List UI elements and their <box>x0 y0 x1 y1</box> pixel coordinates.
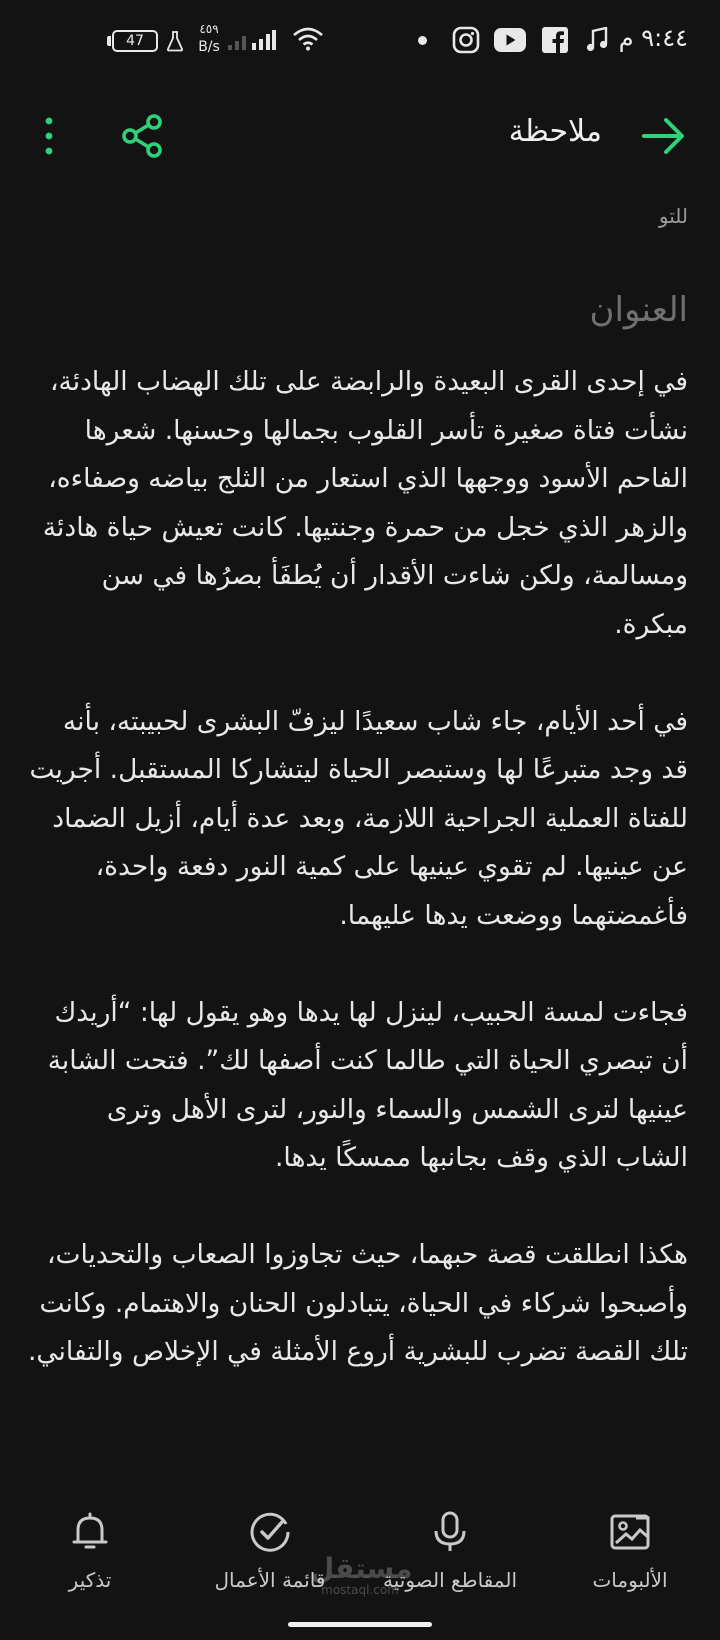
battery-cap <box>107 36 111 46</box>
nav-label-todo: قائمة الأعمال <box>214 1568 326 1592</box>
battery-icon <box>112 30 158 52</box>
watermark-sub: mostaql.com <box>321 1583 399 1597</box>
signal-icon <box>228 28 276 56</box>
album-icon <box>608 1510 652 1554</box>
more-options-button[interactable] <box>34 112 64 160</box>
home-indicator[interactable] <box>288 1622 432 1627</box>
share-button[interactable] <box>120 112 168 160</box>
wifi-icon <box>292 26 324 56</box>
microphone-icon <box>428 1510 472 1554</box>
dot-icon <box>418 36 427 45</box>
back-button[interactable] <box>640 112 688 160</box>
battery-level: 47 <box>126 33 144 49</box>
app-bar <box>0 100 720 170</box>
more-vert-icon <box>34 112 64 160</box>
folder-label[interactable]: للتو <box>658 204 688 228</box>
music-icon <box>586 27 608 57</box>
watermark-main: مستقل <box>310 1552 413 1585</box>
check-circle-icon <box>248 1510 292 1554</box>
nav-item-reminder[interactable] <box>5 1510 175 1600</box>
flask-icon <box>166 30 184 56</box>
note-paragraph: فجاءت لمسة الحبيب، لينزل لها يدها وهو يقول لها: “أريدك أن تبصري الحياة التي طالما كنت أصفها لك”. فتحت الشابة عينيها لترى الشمس والسماء والنور، لترى الأهل وترى الشاب الذي وقف بجانبها ممسكًا يدها. <box>47 996 688 1173</box>
bell-icon <box>68 1510 112 1554</box>
share-icon <box>120 112 168 160</box>
net-speed-unit: B/s <box>198 39 220 55</box>
instagram-icon <box>452 26 480 58</box>
note-paragraph: في أحد الأيام، جاء شاب سعيدًا ليزفّ البشرى لحبيبته، بأنه قد وجد متبرعًا لها وستبصر الحياة ليتشاركا المستقبل. أجريت للفتاة العملية الجراحية اللازمة، وبعد عدة أيام، أزيل الضماد عن عينيها. لم تقوي عينيها على كمية النور دفعة واحدة، فأغمضتهما ووضعت يدها عليهما. <box>29 705 688 931</box>
arrow-right-icon <box>640 112 688 160</box>
net-speed <box>195 20 223 56</box>
nav-label-audio: المقاطع الصوتية <box>383 1568 517 1592</box>
page-title: ملاحظة <box>508 114 602 149</box>
note-title-input[interactable]: العنوان <box>589 290 688 330</box>
status-time: ٩:٤٤ م <box>618 24 688 52</box>
note-paragraph: في إحدى القرى البعيدة والرابضة على تلك الهضاب الهادئة، نشأت فتاة صغيرة تأسر القلوب بجمالها وحسنها. شعرها الفاحم الأسود ووجهها الذي استعار من الثلج بياضه وصفاءه، والزهر الذي خجل من حمرة وجنتيها. كانت تعيش حياة هادئة ومسالمة، ولكن شاءت الأقدار أن يُطفَأ بصرُها في سن مبكرة. <box>42 366 688 640</box>
nav-label-albums: الألبومات <box>592 1568 668 1592</box>
youtube-icon <box>494 28 526 56</box>
note-body-editor[interactable] <box>28 358 688 1425</box>
watermark <box>310 1552 413 1597</box>
note-paragraph: هكذا انطلقت قصة حبهما، حيث تجاوزوا الصعاب والتحديات، وأصبحوا شركاء في الحياة، يتبادلون الحنان والاهتمام. وكانت تلك القصة تضرب للبشرية أروع الأمثلة في الإخلاص والتفاني. <box>28 1239 688 1367</box>
facebook-icon <box>542 27 568 57</box>
status-bar <box>0 0 720 80</box>
nav-item-albums[interactable] <box>545 1510 715 1600</box>
net-speed-value: ٤٥٩ <box>199 22 219 36</box>
nav-label-reminder: تذكير <box>68 1568 112 1592</box>
